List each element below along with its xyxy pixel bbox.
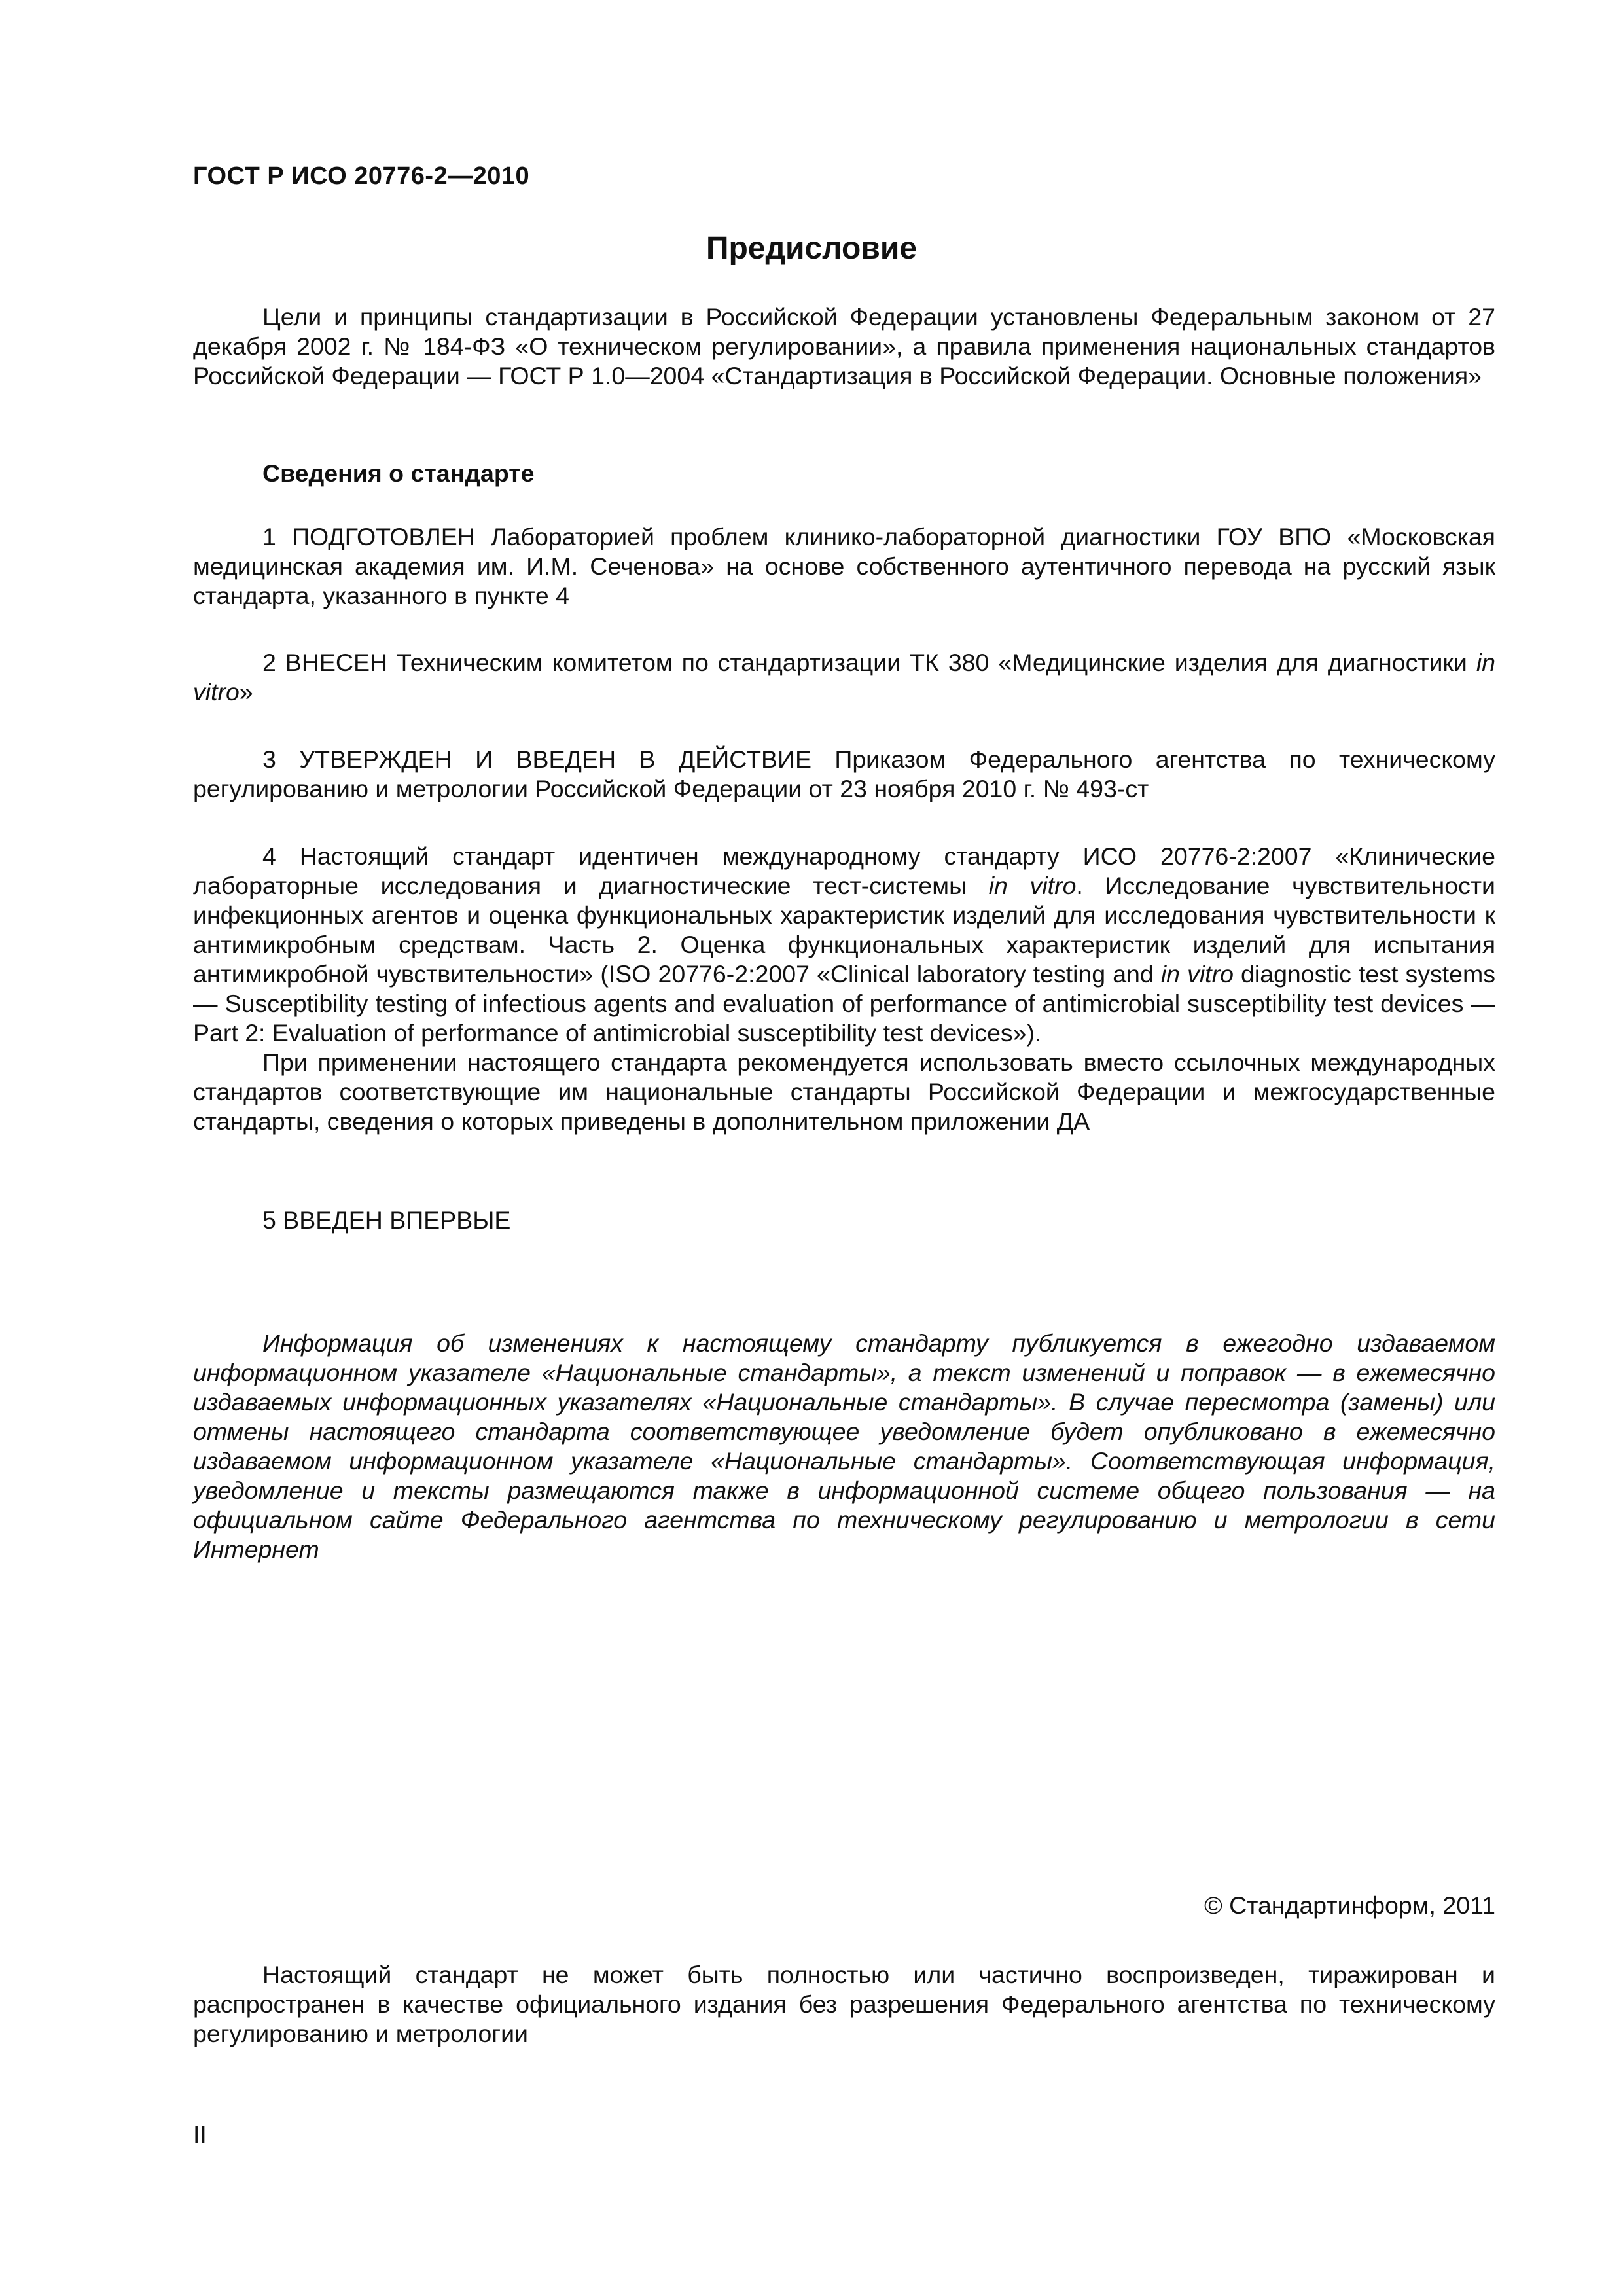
item-4-text-c: diagnostic test systems — Susceptibility testing of infectious agents and evaluation of performance of antimicrobial susceptibility test devices — Part 2: Evaluation of performance of antimicrobial susceptibility test devices»). [193, 960, 1495, 1047]
standard-info-heading: Сведения о стандарте [262, 459, 535, 487]
changes-info-paragraph: Информация об изменениях к настоящему стандарту публикуется в ежегодно издаваемом информационном указателе «Национальные стандарты», а текст изменений и поправок — в ежемесячно издаваемых информационных указателях «Национальные стандарты». В случае пересмотра (замены) или отмены настоящего стандарта соответствующее уведомление будет опубликовано в ежемесячно издаваемом информационном указателе «Национальные стандарты». Соответствующая информация, уведомление и тексты размещаются также в информационной системе общего пользования — на официальном сайте Федерального агентства по техническому регулированию и метрологии в сети Интернет [193, 1329, 1495, 1563]
item-2-block [193, 648, 1495, 707]
copyright-notice: © Стандартинформ, 2011 [1204, 1892, 1495, 1919]
item-2-paragraph [193, 648, 1495, 707]
item-4-note-paragraph: При применении настоящего стандарта рекомендуется использовать вместо ссылочных международных стандартов соответствующие им национальные стандарты Российской Федерации и межгосударственные стандарты, сведения о которых приведены в дополнительном приложении ДА [193, 1049, 1495, 1135]
document-code: ГОСТ Р ИСО 20776-2—2010 [193, 162, 530, 190]
item-4-block [193, 842, 1495, 1136]
item-4-paragraph [193, 842, 1495, 1048]
item-1-paragraph: 1 ПОДГОТОВЛЕН Лабораторией проблем клинико-лабораторной диагностики ГОУ ВПО «Московская медицинская академия им. И.М. Сеченова» на основе собственного аутентичного перевода на русский язык стандарта, указанного в пункте 4 [193, 523, 1495, 609]
reproduction-paragraph: Настоящий стандарт не может быть полностью или частично воспроизведен, тиражирован и распространен в качестве официального издания без разрешения Федерального агентства по техническому регулированию и метрологии [193, 1961, 1495, 2047]
item-2-text: 2 ВНЕСЕН Техническим комитетом по стандартизации ТК 380 «Медицинские изделия для диагностики [262, 649, 1476, 676]
item-5-block [193, 1206, 1495, 1235]
item-2-italic: in vitro [193, 649, 1495, 706]
item-4-italic-1: in vitro [988, 872, 1077, 899]
item-3-block [193, 745, 1495, 804]
item-1-block [193, 522, 1495, 611]
intro-paragraph: Цели и принципы стандартизации в Российской Федерации установлены Федеральным законом от 27 декабря 2002 г. № 184-ФЗ «О техническом регулировании», а правила применения национальных стандартов Российской Федерации — ГОСТ Р 1.0—2004 «Стандартизация в Российской Федерации. Основные положения» [193, 303, 1495, 389]
page-title: Предисловие [705, 231, 918, 266]
item-5-paragraph: 5 ВВЕДЕН ВПЕРВЫЕ [262, 1206, 511, 1234]
item-4-italic-2: in vitro [1160, 960, 1234, 988]
item-2-end: » [239, 678, 253, 706]
item-3-paragraph: 3 УТВЕРЖДЕН И ВВЕДЕН В ДЕЙСТВИЕ Приказом Федерального агентства по техническому регулированию и метрологии Российской Федерации от 23 ноября 2010 г. № 493-ст [193, 745, 1495, 802]
item-4-text-a: 4 Настоящий стандарт идентичен международному стандарту ИСО 20776-2:2007 «Клинические лабораторные исследования и диагностические тест-системы [193, 842, 1495, 899]
intro-block [193, 302, 1495, 391]
reproduction-notice [193, 1960, 1495, 2049]
changes-info-notice [193, 1329, 1495, 1564]
item-4-text-b: . Исследование чувствительности инфекционных агентов и оценка функциональных характеристик изделий для исследования чувствительности к антимикробным средствам. Часть 2. Оценка функциональных характеристик изделий для испытания антимикробной чувствительности» (ISO 20776-2:2007 «Clinical laboratory testing and [193, 872, 1495, 988]
page-number: II [193, 2121, 207, 2148]
